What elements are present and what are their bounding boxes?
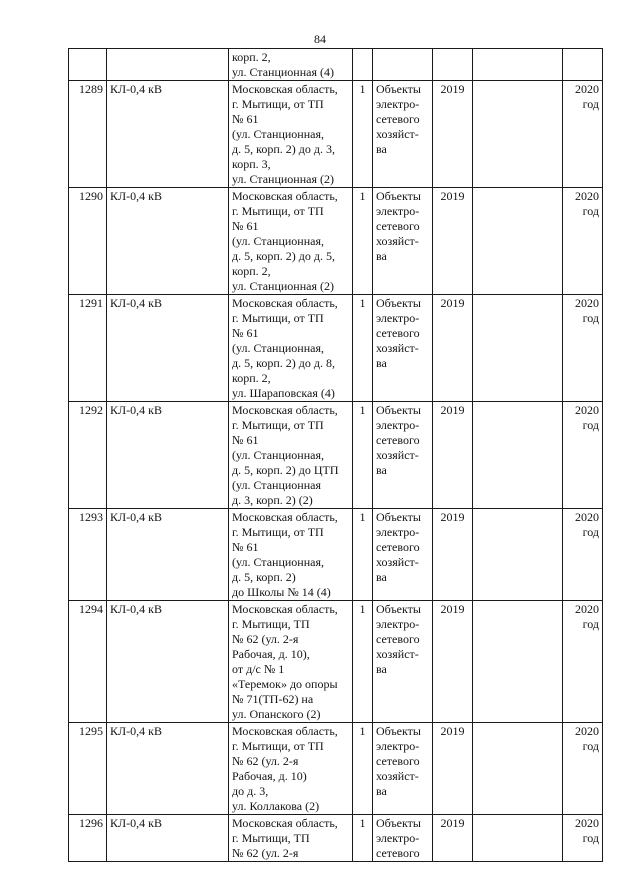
cell-year: 2019 xyxy=(433,188,473,295)
cell-name xyxy=(107,49,229,81)
page-number: 84 xyxy=(314,32,326,46)
cell-empty xyxy=(473,601,563,723)
table-row xyxy=(69,815,603,862)
cell-empty xyxy=(473,81,563,188)
table-row xyxy=(69,295,603,402)
cell-name: КЛ-0,4 кВ xyxy=(107,402,229,509)
cell-ready: 2020 год xyxy=(563,402,603,509)
table-row xyxy=(69,81,603,188)
cell-ready: 2020 год xyxy=(563,601,603,723)
cell-qty: 1 xyxy=(353,402,373,509)
cell-qty: 1 xyxy=(353,815,373,862)
cell-address: Московская область, г. Мытищи, ТП № 62 (ул. 2-я xyxy=(229,815,353,862)
table-row xyxy=(69,402,603,509)
cell-year: 2019 xyxy=(433,81,473,188)
cell-category: Объекты электро- сетевого хозяйст- ва xyxy=(373,601,433,723)
cell-year: 2019 xyxy=(433,402,473,509)
cell-name: КЛ-0,4 кВ xyxy=(107,509,229,601)
cell-ready: 2020 год xyxy=(563,509,603,601)
cell-category: Объекты электро- сетевого хозяйст- ва xyxy=(373,723,433,815)
cell-name: КЛ-0,4 кВ xyxy=(107,188,229,295)
cell-category: Объекты электро- сетевого хозяйст- ва xyxy=(373,188,433,295)
cell-ready: 2020 год xyxy=(563,815,603,862)
cell-number: 1292 xyxy=(69,402,107,509)
cell-number: 1293 xyxy=(69,509,107,601)
cell-number: 1296 xyxy=(69,815,107,862)
cell-ready: 2020 год xyxy=(563,81,603,188)
cell-qty: 1 xyxy=(353,295,373,402)
cell-number: 1289 xyxy=(69,81,107,188)
registry-table xyxy=(68,48,603,862)
cell-empty xyxy=(473,49,563,81)
cell-number: 1295 xyxy=(69,723,107,815)
cell-year xyxy=(433,49,473,81)
cell-year: 2019 xyxy=(433,601,473,723)
cell-category: Объекты электро- сетевого xyxy=(373,815,433,862)
table-row xyxy=(69,601,603,723)
cell-empty xyxy=(473,723,563,815)
cell-year: 2019 xyxy=(433,295,473,402)
cell-category xyxy=(373,49,433,81)
cell-name: КЛ-0,4 кВ xyxy=(107,601,229,723)
cell-year: 2019 xyxy=(433,815,473,862)
cell-name: КЛ-0,4 кВ xyxy=(107,81,229,188)
cell-ready: 2020 год xyxy=(563,188,603,295)
cell-qty xyxy=(353,49,373,81)
table-row xyxy=(69,188,603,295)
cell-category: Объекты электро- сетевого хозяйст- ва xyxy=(373,402,433,509)
cell-address: Московская область, г. Мытищи, от ТП № 62 (ул. 2-я Рабочая, д. 10) до д. 3, ул. Коллакова (2) xyxy=(229,723,353,815)
cell-number xyxy=(69,49,107,81)
cell-empty xyxy=(473,188,563,295)
cell-empty xyxy=(473,295,563,402)
cell-address: Московская область, г. Мытищи, ТП № 62 (ул. 2-я Рабочая, д. 10), от д/с № 1 «Теремок» до опоры № 71(ТП-62) на ул. Опанского (2) xyxy=(229,601,353,723)
cell-empty xyxy=(473,402,563,509)
cell-address: Московская область, г. Мытищи, от ТП № 61 (ул. Станционная, д. 5, корп. 2) до д. 3, корп. 3, ул. Станционная (2) xyxy=(229,81,353,188)
cell-number: 1291 xyxy=(69,295,107,402)
table-row xyxy=(69,509,603,601)
cell-qty: 1 xyxy=(353,723,373,815)
table-row-continued xyxy=(69,49,603,81)
cell-name: КЛ-0,4 кВ xyxy=(107,295,229,402)
table-row xyxy=(69,723,603,815)
cell-qty: 1 xyxy=(353,188,373,295)
cell-address: Московская область, г. Мытищи, от ТП № 61 (ул. Станционная, д. 5, корп. 2) до д. 5, корп. 2, ул. Станционная (2) xyxy=(229,188,353,295)
cell-ready: 2020 год xyxy=(563,295,603,402)
cell-number: 1294 xyxy=(69,601,107,723)
cell-address: Московская область, г. Мытищи, от ТП № 61 (ул. Станционная, д. 5, корп. 2) до Школы № 14 (4) xyxy=(229,509,353,601)
cell-ready xyxy=(563,49,603,81)
cell-year: 2019 xyxy=(433,509,473,601)
cell-ready: 2020 год xyxy=(563,723,603,815)
cell-qty: 1 xyxy=(353,81,373,188)
cell-year: 2019 xyxy=(433,723,473,815)
cell-number: 1290 xyxy=(69,188,107,295)
cell-empty xyxy=(473,815,563,862)
cell-category: Объекты электро- сетевого хозяйст- ва xyxy=(373,295,433,402)
cell-address: Московская область, г. Мытищи, от ТП № 61 (ул. Станционная, д. 5, корп. 2) до ЦТП (ул. Станционная д. 3, корп. 2) (2) xyxy=(229,402,353,509)
cell-category: Объекты электро- сетевого хозяйст- ва xyxy=(373,509,433,601)
cell-qty: 1 xyxy=(353,509,373,601)
cell-empty xyxy=(473,509,563,601)
cell-qty: 1 xyxy=(353,601,373,723)
cell-name: КЛ-0,4 кВ xyxy=(107,815,229,862)
cell-address: корп. 2, ул. Станционная (4) xyxy=(229,49,353,81)
cell-name: КЛ-0,4 кВ xyxy=(107,723,229,815)
cell-category: Объекты электро- сетевого хозяйст- ва xyxy=(373,81,433,188)
cell-address: Московская область, г. Мытищи, от ТП № 61 (ул. Станционная, д. 5, корп. 2) до д. 8, корп. 2, ул. Шараповская (4) xyxy=(229,295,353,402)
